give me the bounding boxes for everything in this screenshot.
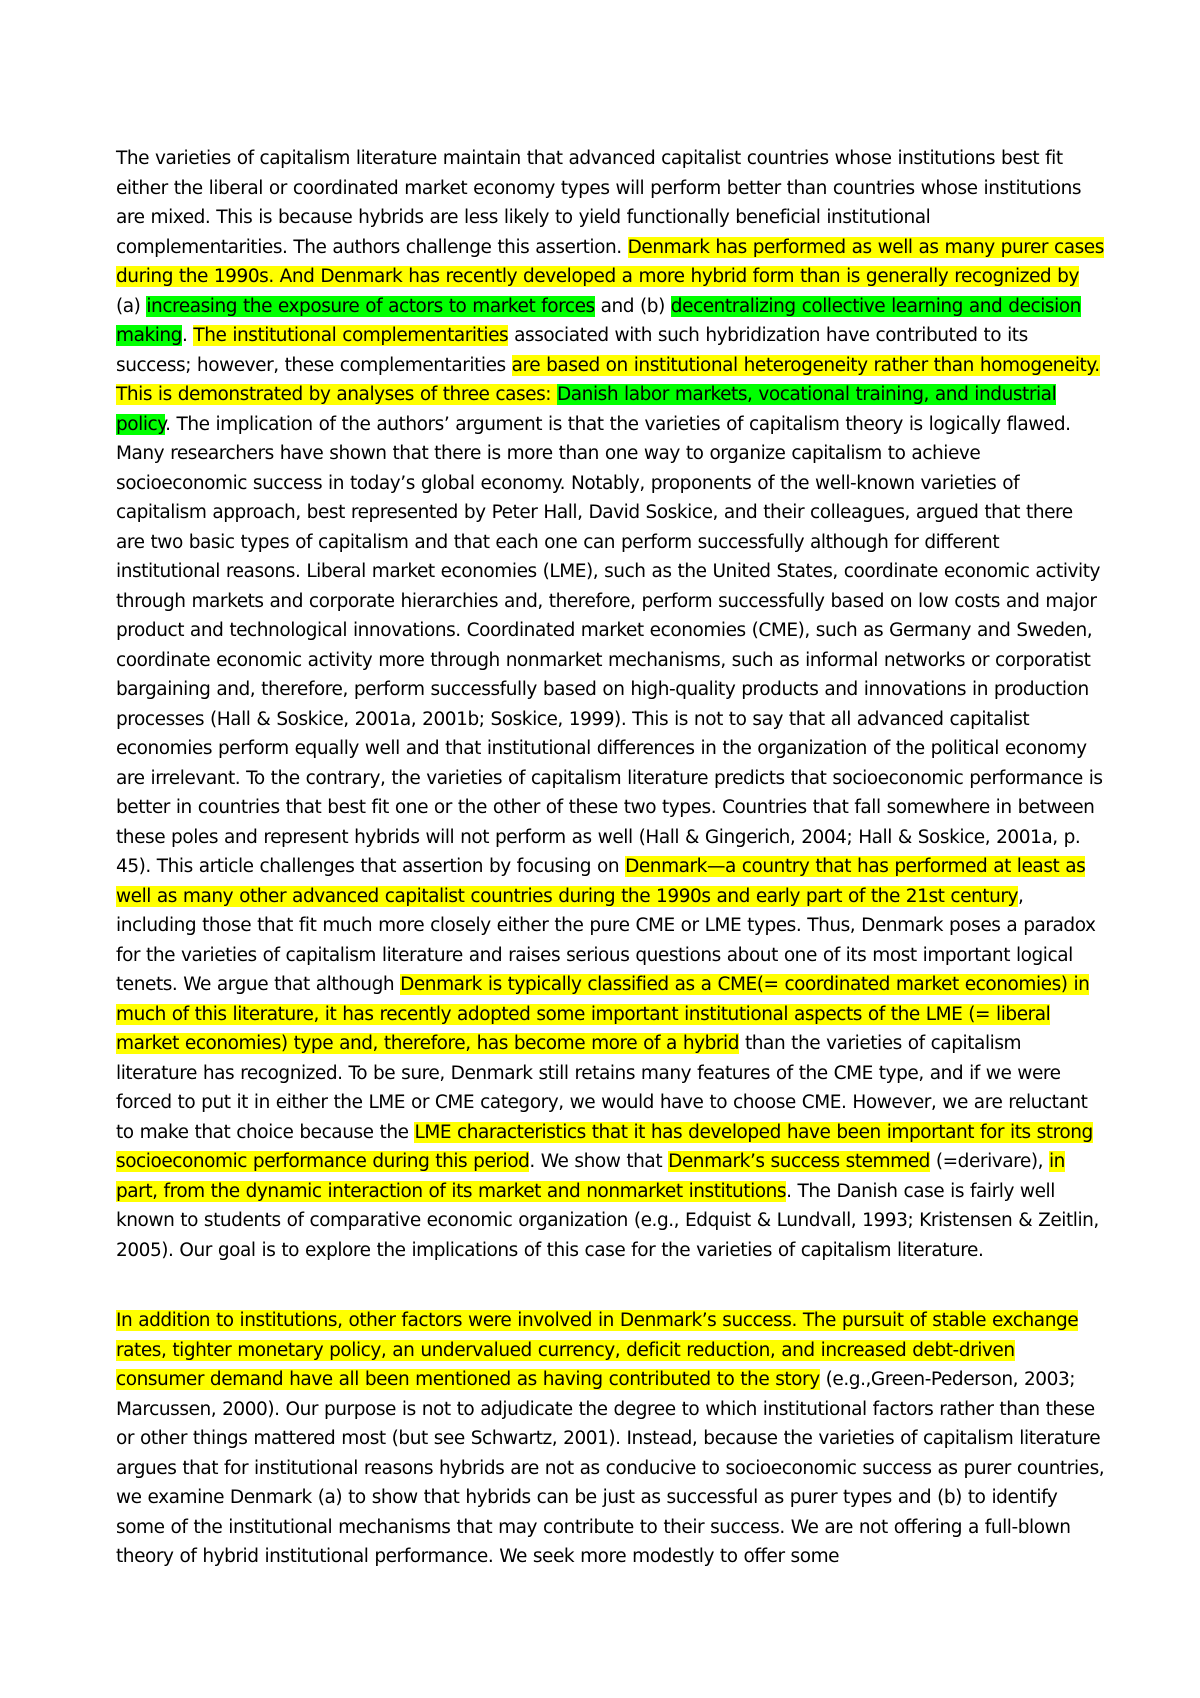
text-segment: , including those that fit much more closely either the pure CME or LME types. Thus, Denmark poses a paradox for the varieties of capitalism literature and raises serious questions about one of its most important logical tenets. We argue that although (116, 885, 1096, 995)
text-segment: than the varieties of capitalism literature has recognized. To be sure, Denmark still retains many features of the CME type, and if we were forced to put it in either the LME or CME category, we would have to choose CME. However, we are reluctant to make that choice because the (116, 1033, 1088, 1143)
text-segment: (e.g.,Green-Pederson, 2003; Marcussen, 2000). Our purpose is not to adjudicate the degree to which institutional factors rather than these or other things mattered most (but see Schwartz, 2001). Instead, because the varieties of capitalism literature argues that for institutional reasons hybrids are not as conducive to socioeconomic success as purer countries, we examine Denmark (a) to show that hybrids can be just as successful as purer types and (b) to identify some of the institutional mechanisms that may contribute to their success. We are not offering a full-blown theory of hybrid institutional performance. We seek more modestly to offer some (116, 1369, 1105, 1567)
yellow-highlighted-text: Denmark is typically classified as a CME(= coordinated market economies) in much of this literature, it has recently adopted some important institutional aspects of the LME (= liberal market economies) type and, therefore, has become more of a hybrid (116, 974, 1090, 1054)
paragraph-2 (116, 1306, 1106, 1572)
text-segment: . We show that (529, 1151, 669, 1172)
text-segment: (=derivare), (929, 1151, 1049, 1172)
green-highlighted-text: Danish labor markets, vocational training, and industrial policy (116, 384, 1057, 435)
text-segment: . The implication of the authors’ argument is that the varieties of capitalism theory is logically flawed. Many researchers have shown that there is more than one way to organize capitalism to achieve socioeconomic success in today’s global economy. Notably, proponents of the well-known varieties of capitalism approach, best represented by Peter Hall, David Soskice, and their colleagues, argued that there are two basic types of capitalism and that each one can perform successfully although for different institutional reasons. Liberal market economies (LME), such as the United States, coordinate economic activity through markets and corporate hierarchies and, therefore, perform successfully based on low costs and major product and technological innovations. Coordinated market economies (CME), such as Germany and Sweden, coordinate economic activity more through nonmarket mechanisms, such as informal networks or corporatist bargaining and, therefore, perform successfully based on high-quality products and innovations in production processes (Hall & Soskice, 2001a, 2001b; Soskice, 1999). This is not to say that all advanced capitalist economies perform equally well and that institutional differences in the organization of the political economy are irrelevant. To the contrary, the varieties of capitalism literature predicts that socioeconomic performance is better in countries that best fit one or the other of these two types. Countries that fall somewhere in between these poles and represent hybrids will not perform as well (Hall & Gingerich, 2004; Hall & Soskice, 2001a, p. 45). This article challenges that assertion by focusing on (116, 413, 1103, 877)
yellow-highlighted-text: The institutional complementarities (193, 325, 509, 346)
yellow-highlighted-text: Denmark has performed as well as many purer cases during the 1990s. And Denmark has recently developed a more hybrid form than is generally recognized by (116, 236, 1104, 287)
green-highlighted-text: decentralizing collective learning and decision making (116, 295, 1081, 346)
yellow-highlighted-text: are based on institutional heterogeneity rather than homogeneity. This is demonstrated by analyses of three cases: (116, 354, 1100, 405)
yellow-highlighted-text: in part, from the dynamic interaction of its market and nonmarket institutions (116, 1151, 1065, 1202)
text-segment: and (b) (594, 295, 671, 317)
yellow-highlighted-text: Denmark’s success stemmed (668, 1151, 930, 1172)
yellow-highlighted-text: Denmark—a country that has performed at least as well as many other advanced capitalist countries during the 1990s and early part of the 21st century (116, 856, 1086, 907)
text-segment: . (181, 325, 194, 346)
text-segment: The varieties of capitalism literature maintain that advanced capitalist countries whose institutions best fit either the liberal or coordinated market economy types will perform better than countries whose institutions are mixed. This is because hybrids are less likely to yield functionally beneficial institutional complementarities. The authors challenge this assertion. (116, 148, 1082, 258)
yellow-highlighted-text: LME characteristics that it has developed have been important for its strong socioeconomic performance during this period (116, 1121, 1093, 1172)
text-segment: (a) (116, 295, 147, 317)
yellow-highlighted-text: In addition to institutions, other factors were involved in Denmark’s success. The pursuit of stable exchange rates, tighter monetary policy, an undervalued currency, deficit reduction, and increased debt-driven consumer demand have all been mentioned as having contributed to the story (116, 1310, 1079, 1390)
paragraph-1 (116, 144, 1106, 1265)
green-highlighted-text: increasing the exposure of actors to market forces (146, 295, 595, 317)
text-segment: . The Danish case is fairly well known to students of comparative economic organization (e.g., Edquist & Lundvall, 1993; Kristensen & Zeitlin, 2005). Our goal is to explore the implications of this case for the varieties of capitalism literature. (116, 1180, 1099, 1261)
text-segment: associated with such hybridization have contributed to its success; however, these complementarities (116, 325, 1028, 376)
